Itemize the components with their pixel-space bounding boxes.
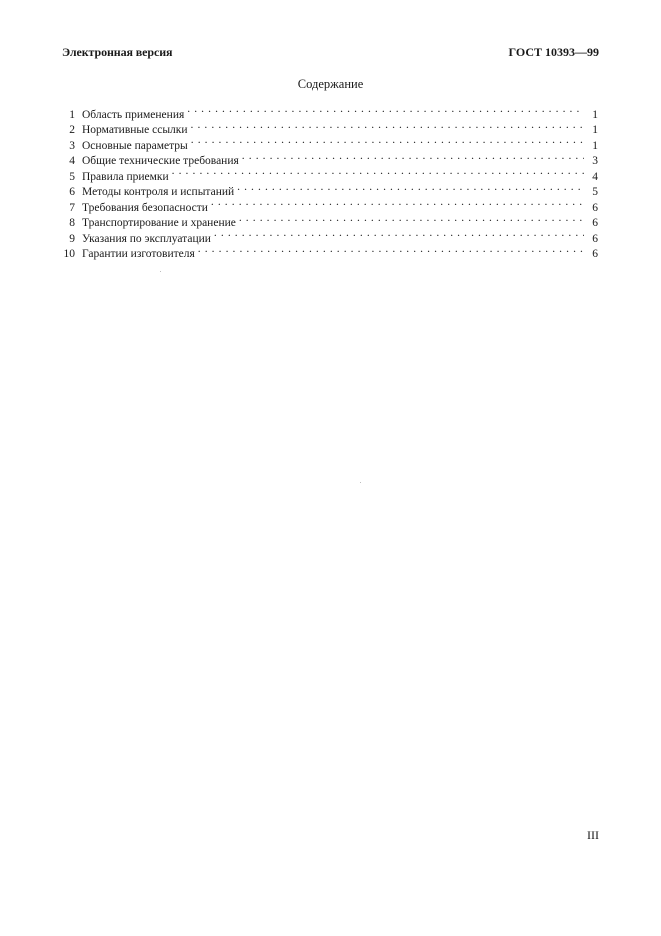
- toc-dot-leader: [211, 195, 584, 211]
- header-edition-label: Электронная версия: [62, 45, 173, 59]
- toc-dot-leader: [237, 180, 584, 196]
- toc-entry-label: Требования безопасности: [82, 201, 208, 214]
- toc-entry-number: 10: [63, 248, 75, 260]
- toc-entry-page: 6: [592, 217, 598, 229]
- toc-title: Содержание: [297, 77, 364, 91]
- toc-entry-page: 1: [592, 139, 598, 152]
- toc-entry-number: 9: [69, 232, 75, 245]
- toc-dot-leader: [239, 211, 584, 227]
- toc-entry-page: 3: [592, 155, 598, 167]
- toc-entry-label: Методы контроля и испытаний: [82, 186, 235, 198]
- toc-entry-page: 1: [592, 124, 598, 136]
- toc-entry-label: Нормативные ссылки: [82, 124, 188, 136]
- toc-dot-leader: [214, 226, 584, 242]
- toc-entry-number: 6: [69, 186, 75, 198]
- toc-entry-label: Транспортирование и хранение: [82, 217, 236, 229]
- toc-entry-label: Общие технические требования: [82, 155, 239, 167]
- toc-entry[interactable]: [62, 102, 598, 121]
- toc-dot-leader: [187, 102, 584, 118]
- header-standard-number: ГОСТ 10393—99: [508, 45, 599, 59]
- toc-entry-page: 4: [592, 170, 598, 183]
- toc-entry-number: 3: [69, 139, 75, 152]
- toc-dot-leader: [242, 149, 584, 165]
- scan-speck: [360, 482, 361, 483]
- toc-dot-leader: [191, 118, 584, 134]
- toc-dot-leader: [172, 164, 584, 180]
- toc-entry-label: Область применения: [82, 108, 185, 121]
- page-number: III: [587, 828, 599, 842]
- toc-entry-page: 1: [592, 108, 598, 121]
- toc-entry-number: 4: [69, 155, 75, 167]
- toc-entry-number: 2: [69, 124, 75, 136]
- toc-dot-leader: [198, 242, 584, 258]
- toc-entry-page: 5: [592, 186, 598, 198]
- toc-entry-number: 1: [69, 108, 75, 121]
- table-of-contents: [62, 102, 598, 260]
- toc-entry-label: Правила приемки: [82, 170, 169, 183]
- toc-entry-label: Основные параметры: [82, 139, 188, 152]
- toc-dot-leader: [191, 133, 584, 149]
- toc-entry-page: 6: [592, 201, 598, 214]
- toc-entry-number: 8: [69, 217, 75, 229]
- toc-entry-number: 5: [69, 170, 75, 183]
- scan-speck: [160, 271, 161, 272]
- toc-entry-label: Указания по эксплуатации: [82, 232, 211, 245]
- toc-entry-label: Гарантии изготовителя: [82, 248, 195, 260]
- toc-entry-page: 6: [592, 232, 598, 245]
- toc-entry-number: 7: [69, 201, 75, 214]
- toc-entry-page: 6: [592, 248, 598, 260]
